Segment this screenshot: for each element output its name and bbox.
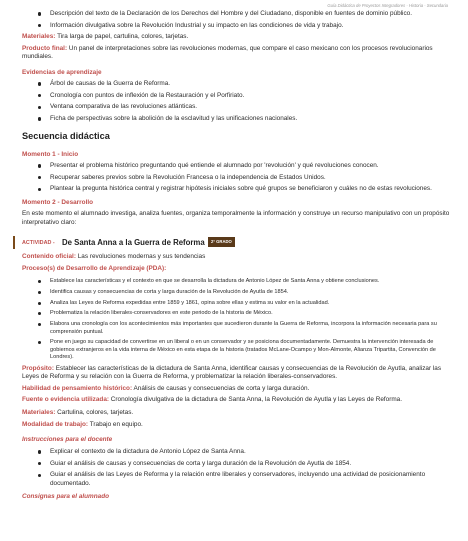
list-item: Cronología con puntos de inflexión de la Restauración y el Porfiriato. [22, 92, 450, 100]
modality-line [22, 421, 450, 429]
materials-label: Materiales: [22, 33, 56, 41]
list-item: Ventana comparativa de las revoluciones atlánticas. [22, 103, 450, 111]
materials-text: Tira larga de papel, cartulina, colores, tarjetas. [57, 33, 189, 41]
product-text: Un panel de interpretaciones sobre las revoluciones modernas, que compare el caso mexicano con los procesos revolucionarios mundiales. [22, 44, 433, 61]
activity-materials-line [22, 409, 450, 417]
moment-1-title: Momento 1 - Inicio [22, 150, 79, 158]
list-item: Elabora una cronología con los acontecimientos más importantes que sucedieron durante la Guerra de Reforma, incorpora la información necesaria para su comprensión puntual. [22, 321, 450, 336]
teacher-instructions-title: Instrucciones para el docente [22, 435, 113, 443]
list-item: Identifica causas y consecuencias de corta y larga duración de la Revolución de Ayutla de 1854. [22, 289, 450, 296]
list-item: Pone en juego su capacidad de convertirse en un liberal o en un conservador y se posiciona documentadamente. Demuestra la intervención interesada de gobiernos extranjeros en la vida interna de México en esta etapa de la historia (tratados McLane-Ocampo y Mon-Almonte, Alianza Tripartita, Convención de Londres). [22, 339, 450, 361]
list-item: Ficha de perspectivas sobre la abolición de la esclavitud y las unificaciones nacionales. [22, 115, 450, 123]
list-item: Información divulgativa sobre la Revolución Industrial y su impacto en las condiciones de vida y trabajo. [22, 22, 450, 30]
evidence-title: Evidencias de aprendizaje [22, 68, 102, 76]
list-item: Guiar el análisis de las Leyes de Reforma y la relación entre liberales y conservadores, incluyendo una actividad de posicionamiento documentado. [22, 471, 450, 488]
top-bullet-list [22, 10, 450, 30]
product-label: Producto final: [22, 44, 68, 52]
purpose-line [22, 365, 450, 382]
purpose-label: Propósito: [22, 364, 54, 372]
moment-1-list [22, 162, 450, 194]
modality-label: Modalidad de trabajo: [22, 421, 89, 429]
pda-block [22, 278, 450, 361]
source-label: Fuente o evidencia utilizada: [22, 396, 110, 404]
pda-list [22, 278, 450, 361]
moment-2-intro: En este momento el alumnado investiga, analiza fuentes, organiza temporalmente la información y construye un recurso manipulativo con un propósito interpretativo claro: [22, 210, 450, 226]
list-item: Árbol de causas de la Guerra de Reforma. [22, 80, 450, 88]
source-line [22, 396, 450, 404]
list-item: Problematiza la relación liberales-conservadores en este periodo de la historia de México. [22, 310, 450, 317]
content-text: Las revoluciones modernas y sus tendencias [77, 253, 206, 261]
list-item: Establece las características y el contexto en que se desarrolla la dictadura de Antonio López de Santa Anna y obtiene conclusiones. [22, 278, 450, 285]
teacher-instructions-list [22, 448, 450, 488]
list-item: Recuperar saberes previos sobre la Revolución Francesa o la independencia de Estados Unidos. [22, 174, 450, 182]
list-item: Analiza las Leyes de Reforma expedidas entre 1859 y 1861, opina sobre ellas y estima su valor en la actualidad. [22, 300, 450, 307]
materials-line [22, 33, 450, 41]
section-heading: Secuencia didáctica [22, 131, 110, 142]
skill-label: Habilidad de pensamiento histórico: [22, 384, 133, 392]
content-line [22, 253, 450, 261]
skill-line [22, 385, 450, 393]
source-text: Cronología divulgativa de la dictadura de Santa Anna, la Revolución de Ayutla y las Leyes de Reforma. [110, 396, 402, 404]
list-item: Explicar el contexto de la dictadura de Antonio López de Santa Anna. [22, 448, 450, 456]
running-header: Guía Didáctica de Proyectos Integradores · Historia · Secundaria [327, 3, 448, 8]
activity-materials-label: Materiales: [22, 408, 56, 416]
list-item: Presentar el problema histórico preguntando qué entiende el alumnado por 'revolución' y qué revoluciones conocen. [22, 162, 450, 170]
list-item: Guiar el análisis de causas y consecuencias de corta y larga duración de la Revolución de Ayutla de 1854. [22, 460, 450, 468]
modality-text: Trabajo en equipo. [89, 421, 143, 429]
student-instructions-title: Consignas para el alumnado [22, 493, 110, 501]
content-label: Contenido oficial: [22, 253, 76, 261]
evidence-list [22, 80, 450, 123]
activity-materials-text: Cartulina, colores, tarjetas. [57, 408, 134, 416]
purpose-text: Establecer las características de la dictadura de Santa Anna, identificar causas y consecuencias de la Revolución de Ayutla, analizar las Leyes de Reforma y su relación con la Guerra de Reforma, y problematizar la relación liberales-conservadores. [22, 364, 442, 381]
list-item: Descripción del texto de la Declaración de los Derechos del Hombre y del Ciudadano, disponible en fuentes de dominio público. [22, 10, 450, 18]
grade-badge: 2° GRADO [208, 237, 235, 247]
activity-label: ACTIVIDAD - [22, 240, 55, 247]
activity-header [22, 237, 450, 249]
product-line [22, 45, 450, 62]
activity-accent-bar [13, 236, 15, 249]
moment-2-title: Momento 2 - Desarrollo [22, 198, 94, 206]
activity-title: De Santa Anna a la Guerra de Reforma [62, 238, 205, 248]
pda-title: Proceso(s) de Desarrollo de Aprendizaje (PDA): [22, 264, 167, 272]
skill-text: Análisis de causas y consecuencias de corta y larga duración. [133, 384, 310, 392]
list-item: Plantear la pregunta histórica central y registrar hipótesis iniciales sobre qué grupos se beneficiaron y cuáles no de estas revoluciones. [22, 185, 450, 193]
